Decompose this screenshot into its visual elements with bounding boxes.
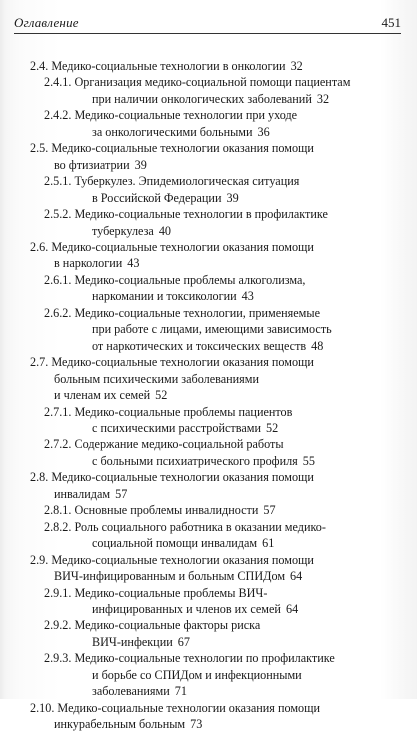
- toc-entry-title: Медико-социальные технологии оказания помощи: [51, 141, 314, 156]
- toc-entry-line: [30, 700, 389, 716]
- toc-entry-line: [44, 634, 389, 650]
- toc-entry: [30, 140, 389, 173]
- toc-entry-number: 2.9.2.: [44, 618, 72, 633]
- toc-entry-line: [44, 321, 389, 337]
- toc-entry-line: [44, 453, 389, 469]
- toc-entry-title: наркомании и токсикологии: [92, 289, 237, 304]
- toc-entry: [30, 58, 389, 74]
- toc-entry-title: заболеваниями: [92, 684, 170, 699]
- toc-entry-title: больным психическими заболеваниями: [54, 371, 260, 386]
- toc-entry-page: 40: [158, 223, 171, 238]
- toc-entry-line: [44, 650, 389, 666]
- toc-entry-number: 2.7.: [30, 355, 49, 370]
- toc-entry-number: 2.9.1.: [44, 585, 72, 600]
- toc-entry-line: [44, 404, 389, 420]
- toc-entry-page: 52: [155, 388, 168, 403]
- toc-entry-title: Медико-социальные проблемы пациентов: [74, 404, 293, 419]
- toc-entry-title: Медико-социальные технологии оказания помощи: [51, 355, 314, 370]
- toc-entry-title: Медико-социальные технологии оказания помощи: [51, 552, 314, 567]
- toc-entry: [30, 650, 389, 699]
- toc-entry-line: [44, 173, 389, 189]
- toc-entry-title: с больными психиатрического профиля: [92, 453, 298, 468]
- toc-entry-title: Медико-социальные технологии оказания помощи: [51, 239, 314, 254]
- toc-entry-line: [44, 288, 389, 304]
- toc-entry-line: [44, 436, 389, 452]
- toc-entry-title: Медико-социальные технологии оказания помощи: [57, 700, 321, 715]
- toc-entry-page: 39: [134, 157, 147, 172]
- toc-entry-page: 39: [226, 190, 239, 205]
- toc-entry-line: [30, 469, 389, 485]
- toc-entry-title: ВИЧ-инфекции: [92, 634, 173, 649]
- toc-entry-number: 2.6.1.: [44, 272, 72, 287]
- toc-entry-title: в Российской Федерации: [92, 190, 222, 205]
- toc-entry-number: 2.5.: [30, 141, 49, 156]
- toc-entry: [30, 469, 389, 502]
- toc-entry-title: при работе с лицами, имеющими зависимость: [92, 322, 332, 337]
- toc-entry-line: [30, 239, 389, 255]
- toc-entry-line: [44, 272, 389, 288]
- toc-entry-title: за онкологическими больными: [92, 124, 253, 139]
- toc-entry-page: 32: [316, 91, 330, 106]
- toc-entry-title: во фтизиатрии: [54, 157, 130, 172]
- toc-entry: [30, 107, 389, 140]
- toc-entry-line: [30, 552, 389, 568]
- toc-entry-title: от наркотических и токсических веществ: [92, 338, 307, 353]
- toc-entry-line: [44, 519, 389, 535]
- toc-entry-number: 2.5.2.: [44, 207, 72, 222]
- toc-entry-line: [30, 371, 389, 387]
- table-of-contents: [30, 58, 389, 733]
- toc-entry-page: 36: [257, 124, 270, 139]
- toc-entry-title: при наличии онкологических заболеваний: [92, 91, 312, 106]
- toc-entry-line: [44, 667, 389, 683]
- toc-entry-number: 2.10.: [30, 700, 55, 715]
- toc-entry-page: 57: [115, 486, 128, 501]
- toc-entry: [30, 617, 389, 650]
- toc-entry-line: [44, 223, 389, 239]
- toc-entry-line: [44, 91, 389, 107]
- toc-entry-title: Медико-социальные технологии при уходе: [74, 108, 298, 123]
- toc-entry-page: 67: [177, 634, 190, 649]
- toc-entry-title: Туберкулез. Эпидемиологическая ситуация: [74, 174, 300, 189]
- toc-entry: [30, 404, 389, 437]
- toc-entry-line: [30, 716, 389, 732]
- toc-entry-line: [44, 683, 389, 699]
- toc-entry-title: социальной помощи инвалидам: [92, 536, 258, 551]
- toc-entry-title: инфицированных и членов их семей: [92, 601, 281, 616]
- toc-entry-line: [30, 568, 389, 584]
- toc-entry-page: 55: [302, 453, 315, 468]
- toc-entry-number: 2.7.1.: [44, 404, 72, 419]
- toc-entry-title: Медико-социальные проблемы ВИЧ-: [74, 585, 268, 600]
- toc-entry: [30, 552, 389, 585]
- toc-entry-line: [44, 617, 389, 633]
- toc-entry-number: 2.4.: [30, 59, 49, 73]
- toc-entry-number: 2.8.2.: [44, 519, 72, 534]
- toc-entry-title: Медико-социальные технологии, применяемые: [74, 305, 320, 320]
- page-number: 451: [381, 15, 401, 30]
- toc-entry-line: [44, 305, 389, 321]
- toc-entry-line: [30, 387, 389, 403]
- toc-entry-title: Медико-социальные технологии оказания помощи: [51, 470, 314, 485]
- toc-entry: [30, 502, 389, 518]
- toc-entry-title: Организация медико-социальной помощи пациентам: [74, 75, 351, 90]
- toc-entry-line: [44, 585, 389, 601]
- toc-entry: [30, 272, 389, 305]
- toc-entry: [30, 700, 389, 733]
- toc-entry-line: [30, 486, 389, 502]
- toc-entry: [30, 585, 389, 618]
- toc-entry: [30, 354, 389, 403]
- toc-entry-title: инкурабельным больным: [54, 717, 186, 732]
- toc-entry-title: с психическими расстройствами: [92, 420, 261, 435]
- toc-entry-line: [44, 124, 389, 140]
- toc-entry-number: 2.8.1.: [44, 503, 72, 518]
- toc-entry-line: [44, 502, 389, 518]
- toc-entry-title: Медико-социальные факторы риска: [74, 618, 261, 633]
- toc-entry-page: 43: [127, 256, 140, 271]
- toc-entry-number: 2.6.2.: [44, 305, 72, 320]
- toc-entry-title: инвалидам: [54, 486, 111, 501]
- toc-entry-page: 71: [174, 684, 187, 699]
- toc-entry-line: [44, 190, 389, 206]
- toc-entry-title: Медико-социальные проблемы алкоголизма,: [74, 272, 306, 287]
- toc-entry-number: 2.4.1.: [44, 75, 72, 90]
- toc-entry-line: [44, 107, 389, 123]
- toc-entry-page: 61: [262, 536, 275, 551]
- toc-entry-title: и членам их семей: [54, 388, 151, 403]
- toc-entry-page: 73: [190, 717, 203, 732]
- toc-entry-page: 43: [241, 289, 254, 304]
- page-header: [14, 0, 401, 34]
- toc-entry-line: [30, 58, 389, 74]
- toc-entry: [30, 206, 389, 239]
- toc-entry-title: Содержание медико-социальной работы: [74, 437, 284, 452]
- toc-entry-page: 64: [285, 601, 299, 616]
- toc-entry: [30, 74, 389, 107]
- toc-entry-line: [30, 157, 389, 173]
- toc-entry-title: Медико-социальные технологии по профилактике: [74, 651, 335, 666]
- toc-entry: [30, 305, 389, 354]
- toc-entry-title: ВИЧ-инфицированным и больным СПИДом: [54, 569, 286, 584]
- toc-entry-number: 2.8.: [30, 470, 49, 485]
- toc-entry-page: 32: [290, 59, 303, 73]
- toc-entry-title: и борьбе со СПИДом и инфекционными: [92, 667, 302, 682]
- toc-entry-number: 2.9.3.: [44, 651, 72, 666]
- toc-entry-number: 2.5.1.: [44, 174, 72, 189]
- toc-entry-title: Медико-социальные технологии в профилактике: [74, 207, 328, 222]
- toc-entry-line: [44, 420, 389, 436]
- toc-entry: [30, 436, 389, 469]
- toc-entry: [30, 239, 389, 272]
- toc-entry-page: 64: [290, 569, 303, 584]
- toc-entry-page: 52: [265, 420, 279, 435]
- toc-entry-line: [30, 140, 389, 156]
- toc-entry-line: [30, 255, 389, 271]
- toc-entry-title: Роль социального работника в оказании медико-: [74, 519, 326, 534]
- toc-entry-line: [44, 535, 389, 551]
- toc-entry-page: 48: [311, 338, 324, 353]
- toc-entry-number: 2.7.2.: [44, 437, 72, 452]
- toc-entry-line: [44, 338, 389, 354]
- toc-entry-title: Медико-социальные технологии в онкологии: [51, 59, 286, 73]
- toc-entry-title: в наркологии: [54, 256, 123, 271]
- toc-entry-line: [30, 354, 389, 370]
- toc-entry-line: [44, 206, 389, 222]
- toc-entry-number: 2.9.: [30, 552, 49, 567]
- toc-entry-number: 2.6.: [30, 239, 49, 254]
- toc-entry-number: 2.4.2.: [44, 108, 72, 123]
- toc-entry-page: 57: [263, 503, 276, 518]
- toc-entry-line: [44, 601, 389, 617]
- running-title: Оглавление: [14, 15, 79, 30]
- toc-entry-title: Основные проблемы инвалидности: [74, 503, 259, 518]
- toc-entry: [30, 519, 389, 552]
- toc-entry-line: [44, 74, 389, 90]
- toc-entry-title: туберкулеза: [92, 223, 154, 238]
- toc-entry: [30, 173, 389, 206]
